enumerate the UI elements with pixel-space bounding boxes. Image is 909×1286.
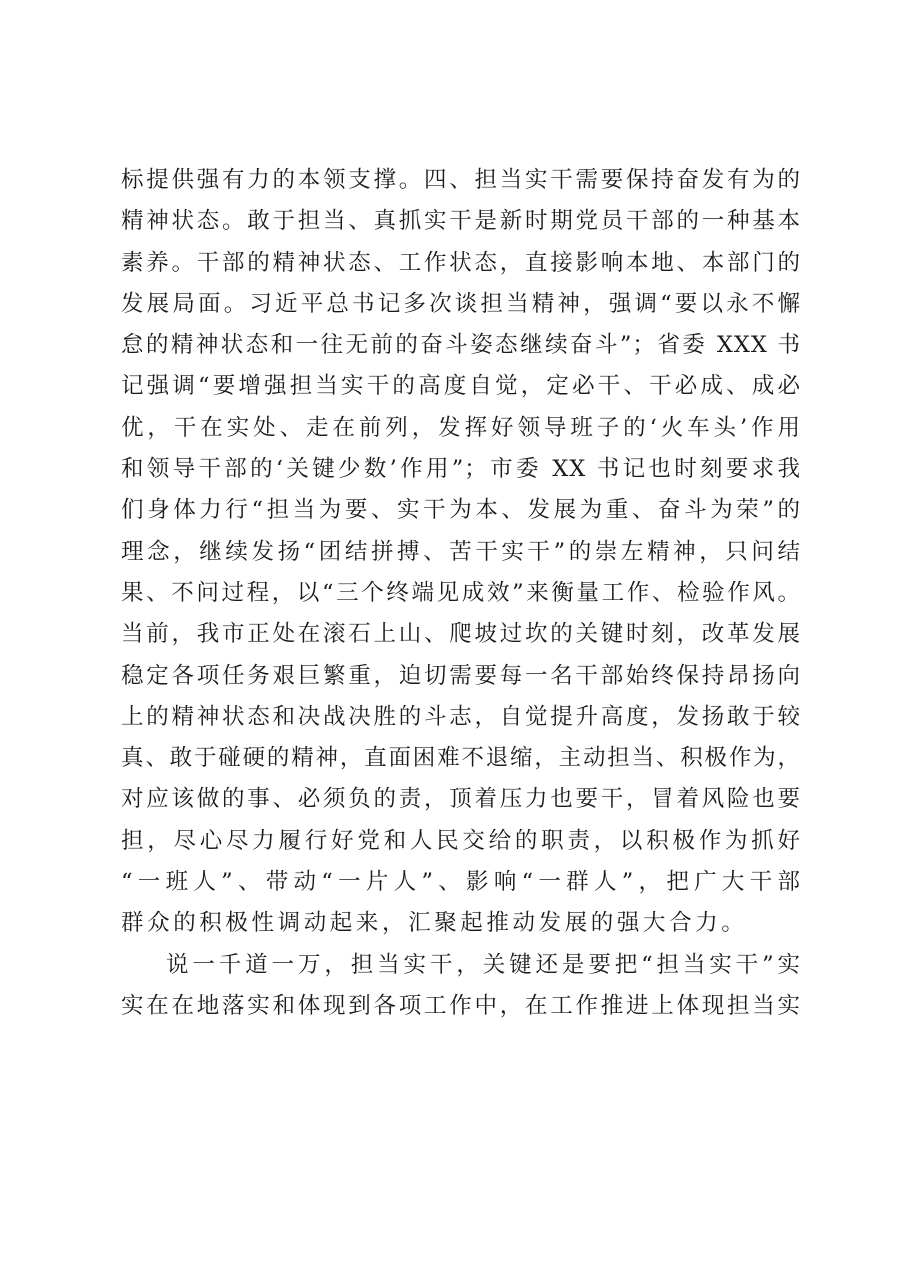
text-line: 实在在地落实和体现到各项工作中，在工作推进上体现担当实 xyxy=(121,992,801,1019)
paragraph-2 xyxy=(121,945,801,1028)
text-line: 对应该做的事、必须负的责，顶着压力也要干，冒着风险也要 xyxy=(121,786,801,813)
text-line: 果、不问过程，以“三个终端见成效”来衡量工作、检验作风。 xyxy=(121,579,801,606)
text-line: 发展局面。习近平总书记多次谈担当精神，强调“要以永不懈 xyxy=(121,290,801,317)
paragraph-1 xyxy=(121,160,801,945)
text-line: 担，尽心尽力履行好党和人民交给的职责，以积极作为抓好 xyxy=(121,827,801,854)
text-line: 素养。干部的精神状态、工作状态，直接影响本地、本部门的 xyxy=(121,249,801,276)
text-line: 怠的精神状态和一往无前的奋斗姿态继续奋斗”；省委 XXX 书 xyxy=(121,332,801,359)
body-text xyxy=(121,160,801,1027)
text-line: 上的精神状态和决战决胜的斗志，自觉提升高度，发扬敢于较 xyxy=(121,703,801,730)
text-line: “一班人”、带动“一片人”、影响“一群人”，把广大干部 xyxy=(121,869,801,896)
text-line: 真、敢于碰硬的精神，直面困难不退缩，主动担当、积极作为， xyxy=(121,745,801,772)
text-line: 稳定各项任务艰巨繁重，迫切需要每一名干部始终保持昂扬向 xyxy=(121,662,801,689)
text-line: 和领导干部的‘关键少数’作用”；市委 XX 书记也时刻要求我 xyxy=(121,456,801,483)
text-line: 优，干在实处、走在前列，发挥好领导班子的‘火车头’作用 xyxy=(121,414,801,441)
text-line: 精神状态。敢于担当、真抓实干是新时期党员干部的一种基本 xyxy=(121,208,801,235)
text-line: 们身体力行“担当为要、实干为本、发展为重、奋斗为荣”的 xyxy=(121,497,801,524)
text-line: 理念，继续发扬“团结拼搏、苦干实干”的崇左精神，只问结 xyxy=(121,538,801,565)
text-line: 说一千道一万，担当实干，关键还是要把“担当实干”实 xyxy=(166,951,801,978)
text-line: 当前，我市正处在滚石上山、爬坡过坎的关键时刻，改革发展 xyxy=(121,621,801,648)
text-line: 记强调“要增强担当实干的高度自觉，定必干、干必成、成必 xyxy=(121,373,801,400)
text-line: 标提供强有力的本领支撑。四、担当实干需要保持奋发有为的 xyxy=(121,167,801,193)
text-line: 群众的积极性调动起来，汇聚起推动发展的强大合力。 xyxy=(121,910,748,937)
